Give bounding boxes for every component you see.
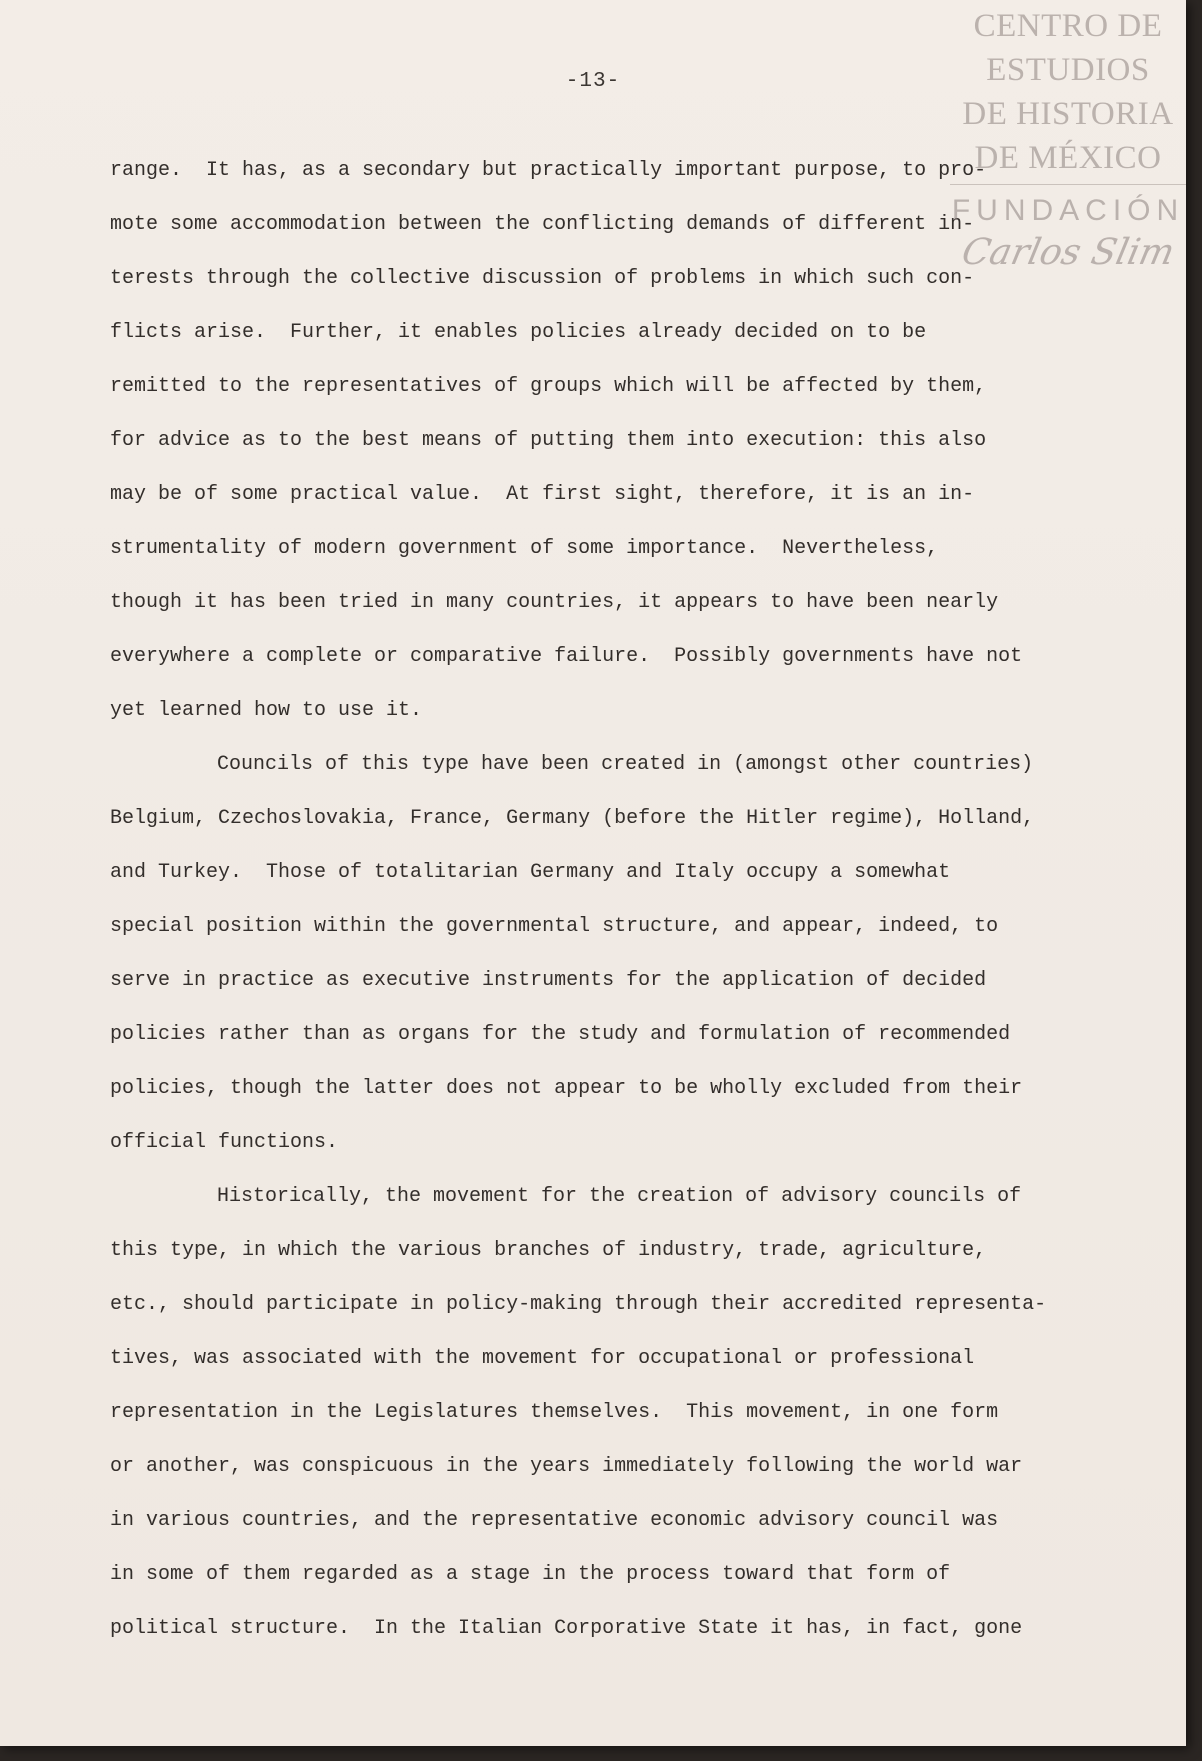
text-line: serve in practice as executive instruments for the application of decided (110, 969, 987, 992)
text-line: policies rather than as organs for the study and formulation of recommended (110, 1023, 1011, 1046)
text-line: everywhere a complete or comparative failure. Possibly governments have not (110, 645, 1023, 668)
text-line: strumentality of modern government of some importance. Nevertheless, (110, 537, 939, 560)
watermark-line: DE MÉXICO (974, 140, 1162, 176)
text-line: terests through the collective discussion of problems in which such con- (110, 267, 975, 290)
text-line: this type, in which the various branches of industry, trade, agriculture, (110, 1239, 987, 1262)
text-line: policies, though the latter does not appear to be wholly excluded from their (110, 1077, 1023, 1100)
text-line: yet learned how to use it. (110, 699, 423, 722)
text-line: Belgium, Czechoslovakia, France, Germany (before the Hitler regime), Holland, (110, 807, 1035, 830)
text-line: Historically, the movement for the creation of advisory councils of (217, 1185, 1022, 1208)
page-number: -13- (565, 70, 621, 93)
text-line: may be of some practical value. At first sight, therefore, it is an in- (110, 483, 975, 506)
text-line: tives, was associated with the movement for occupational or professional (110, 1347, 975, 1370)
text-line: Councils of this type have been created in (amongst other countries) (217, 753, 1034, 776)
text-line: mote some accommodation between the conflicting demands of different in- (110, 213, 975, 236)
watermark-signature: Carlos Slim (958, 232, 1179, 273)
body-text (110, 144, 1150, 1656)
text-line: etc., should participate in policy-making through their accredited representa- (110, 1293, 1047, 1316)
text-line: range. It has, as a secondary but practically important purpose, to pro- (110, 159, 987, 182)
text-line: official functions. (110, 1131, 339, 1154)
text-line: and Turkey. Those of totalitarian Germany and Italy occupy a somewhat (110, 861, 951, 884)
text-line: or another, was conspicuous in the years immediately following the world war (110, 1455, 1023, 1478)
text-line: in various countries, and the representative economic advisory council was (110, 1509, 999, 1532)
text-line: though it has been tried in many countries, it appears to have been nearly (110, 591, 999, 614)
text-line: flicts arise. Further, it enables policies already decided on to be (110, 321, 927, 344)
text-line: remitted to the representatives of groups which will be affected by them, (110, 375, 987, 398)
text-line: representation in the Legislatures themselves. This movement, in one form (110, 1401, 999, 1424)
text-line: political structure. In the Italian Corporative State it has, in fact, gone (110, 1617, 1023, 1640)
watermark-line: CENTRO DE (973, 8, 1163, 44)
text-line: for advice as to the best means of putting them into execution: this also (110, 429, 987, 452)
watermark-foundation: FUNDACIÓN (951, 194, 1185, 227)
watermark-line: DE HISTORIA (962, 96, 1174, 132)
watermark-line: ESTUDIOS (986, 52, 1150, 88)
text-line: in some of them regarded as a stage in the process toward that form of (110, 1563, 951, 1586)
text-line: special position within the governmental structure, and appear, indeed, to (110, 915, 999, 938)
